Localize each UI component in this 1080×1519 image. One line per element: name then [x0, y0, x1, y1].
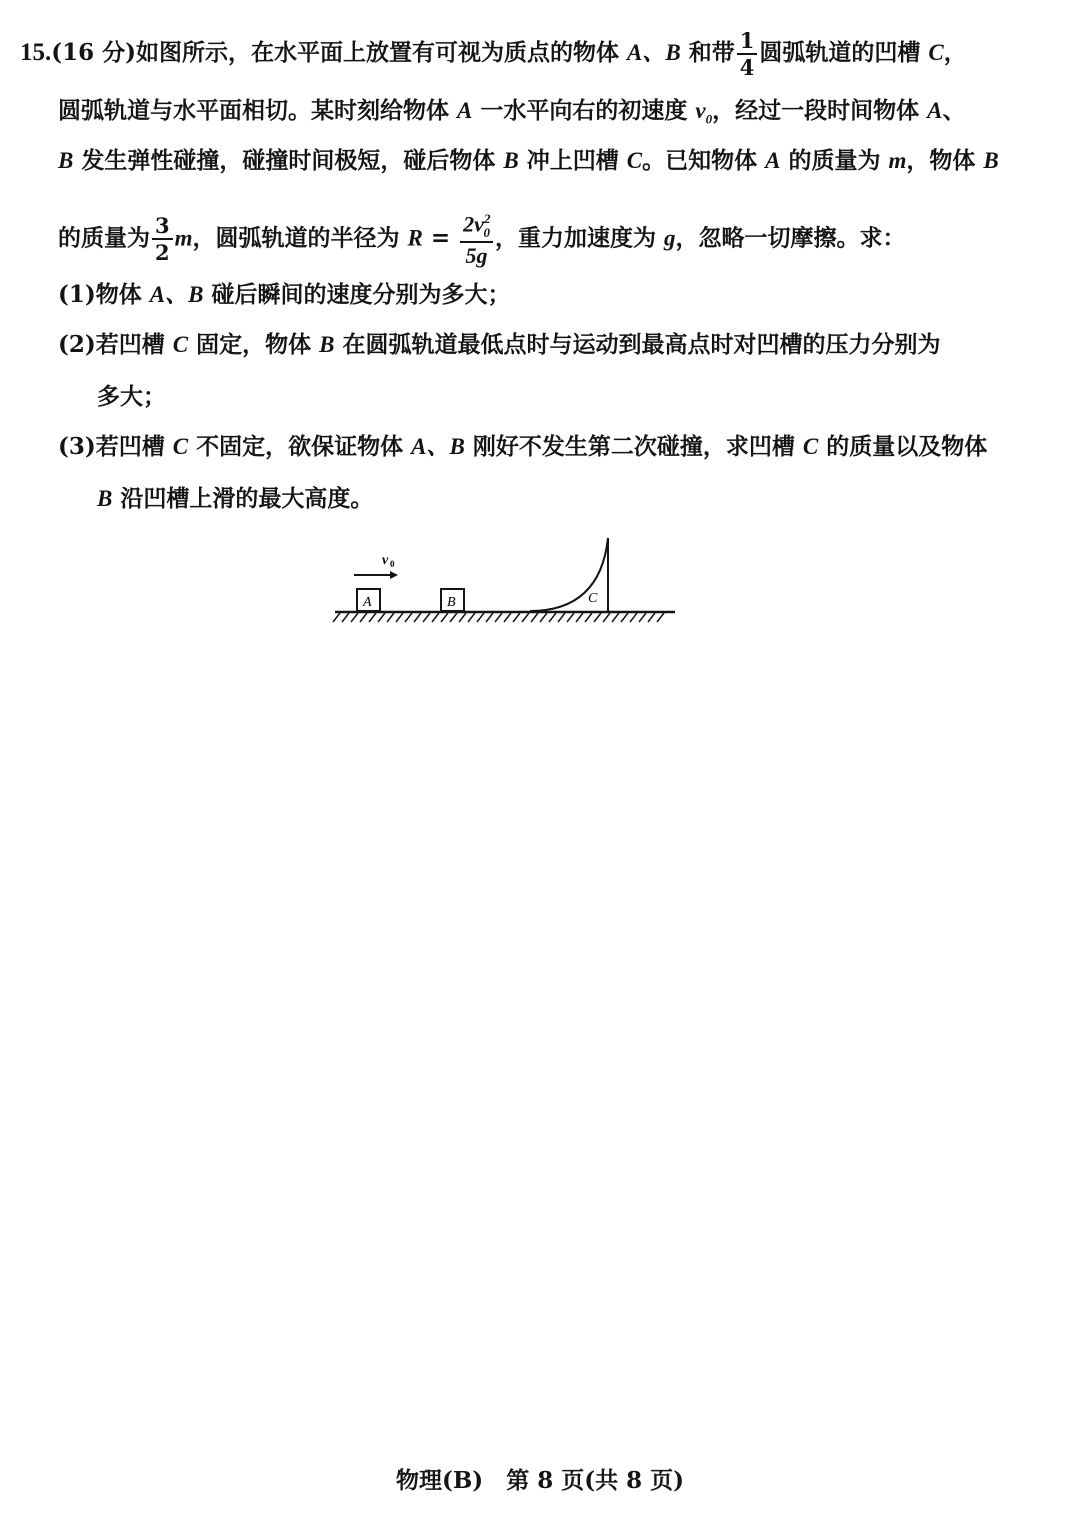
- symbol-g: g: [663, 225, 676, 251]
- symbol-c: C: [172, 332, 189, 357]
- symbol-a: A: [927, 98, 943, 123]
- fraction-quarter: $\frac{1}{4}$: [737, 30, 758, 78]
- question-text: 的质量为: [58, 224, 150, 252]
- symbol-c: C: [928, 40, 944, 65]
- symbol-r: R: [407, 225, 423, 251]
- question-text: ，物体: [906, 147, 976, 174]
- symbol-a: A: [457, 98, 473, 123]
- symbol-b: B: [983, 148, 999, 173]
- question-line-1: 15.(16 分)如图所示，在水平面上放置有可视为质点的物体 A、B 和带 $\frac{1}{4}$ 圆弧轨道的凹槽 C，: [20, 28, 967, 80]
- velocity-arrow: [354, 571, 398, 579]
- question-text: ，重力加速度为: [494, 224, 656, 252]
- fraction-radius: $\frac{2v^2_0}{5g}$: [460, 212, 493, 267]
- question-line-4: [58, 212, 905, 267]
- question-points: (16 分): [51, 39, 137, 66]
- symbol-a: A: [765, 148, 781, 173]
- symbol-b: B: [319, 332, 335, 357]
- symbol-b: B: [97, 486, 113, 511]
- block-b-label: B: [447, 595, 456, 610]
- symbol-ab: A、B: [627, 40, 681, 65]
- question-text: ，忽略一切摩擦。求：: [675, 224, 906, 252]
- sub-question-label: (2): [58, 331, 96, 358]
- question-text: 如图所示，在水平面上放置有可视为质点的物体: [136, 39, 620, 66]
- question-text: ，圆弧轨道的半径为: [192, 224, 400, 252]
- symbol-m: m: [888, 148, 907, 173]
- ground-hatching: [333, 613, 664, 622]
- question-text: 冲上凹槽: [526, 147, 619, 174]
- sub-question-2: (2)若凹槽 C 固定，物体 B 在圆弧轨道最低点时与运动到最高点时对凹槽的压力分别为: [58, 331, 941, 358]
- symbol-m: m: [174, 225, 193, 251]
- symbol-c: C: [172, 434, 189, 459]
- question-text: 圆弧轨道与水平面相切。某时刻给物体: [58, 97, 449, 124]
- symbol-b: B: [58, 148, 74, 173]
- velocity-label: v: [382, 553, 389, 568]
- symbol-c: C: [802, 434, 819, 459]
- symbol-ab: A、B: [411, 434, 465, 459]
- symbol-c: C: [626, 148, 643, 173]
- sub-question-label: (3): [58, 433, 96, 460]
- question-line-2: 圆弧轨道与水平面相切。某时刻给物体 A 一水平向右的初速度 $v_0$，经过一段时间物体 A、: [58, 97, 966, 127]
- page-footer: 物理(B) 第 8 页(共 8 页): [395, 1467, 684, 1494]
- physics-diagram: [330, 532, 680, 632]
- question-text: 发生弹性碰撞，碰撞时间极短，碰后物体: [81, 147, 496, 174]
- equals-sign: =: [422, 224, 451, 252]
- groove-c-label: C: [588, 591, 598, 606]
- symbol-v0: $v_0$: [695, 98, 713, 127]
- sub-question-3: (3)若凹槽 C 不固定，欲保证物体 A、B 刚好不发生第二次碰撞，求凹槽 C 的质量以及物体: [58, 433, 988, 460]
- velocity-subscript: 0: [390, 559, 395, 569]
- sub-question-3-cont: B 沿凹槽上滑的最大高度。: [97, 485, 374, 512]
- question-text: 一水平向右的初速度: [480, 97, 688, 124]
- block-a-label: A: [363, 595, 372, 610]
- question-text: 圆弧轨道的凹槽: [759, 39, 921, 66]
- question-number: 15.: [20, 39, 52, 66]
- sub-question-1: (1)物体 A、B 碰后瞬间的速度分别为多大；: [58, 281, 511, 308]
- fraction-three-halves: $\frac{3}{2}$: [152, 215, 173, 263]
- question-line-3: [58, 146, 999, 176]
- question-text: 。已知物体: [642, 147, 758, 174]
- sub-question-label: (1): [58, 281, 96, 308]
- question-text: 和带: [688, 39, 735, 66]
- symbol-b: B: [503, 148, 519, 173]
- symbol-ab: A、B: [149, 282, 204, 307]
- sub-question-2-cont: 多大；: [97, 383, 166, 410]
- question-text: 的质量为: [788, 147, 881, 174]
- question-text: ，经过一段时间物体: [712, 97, 920, 124]
